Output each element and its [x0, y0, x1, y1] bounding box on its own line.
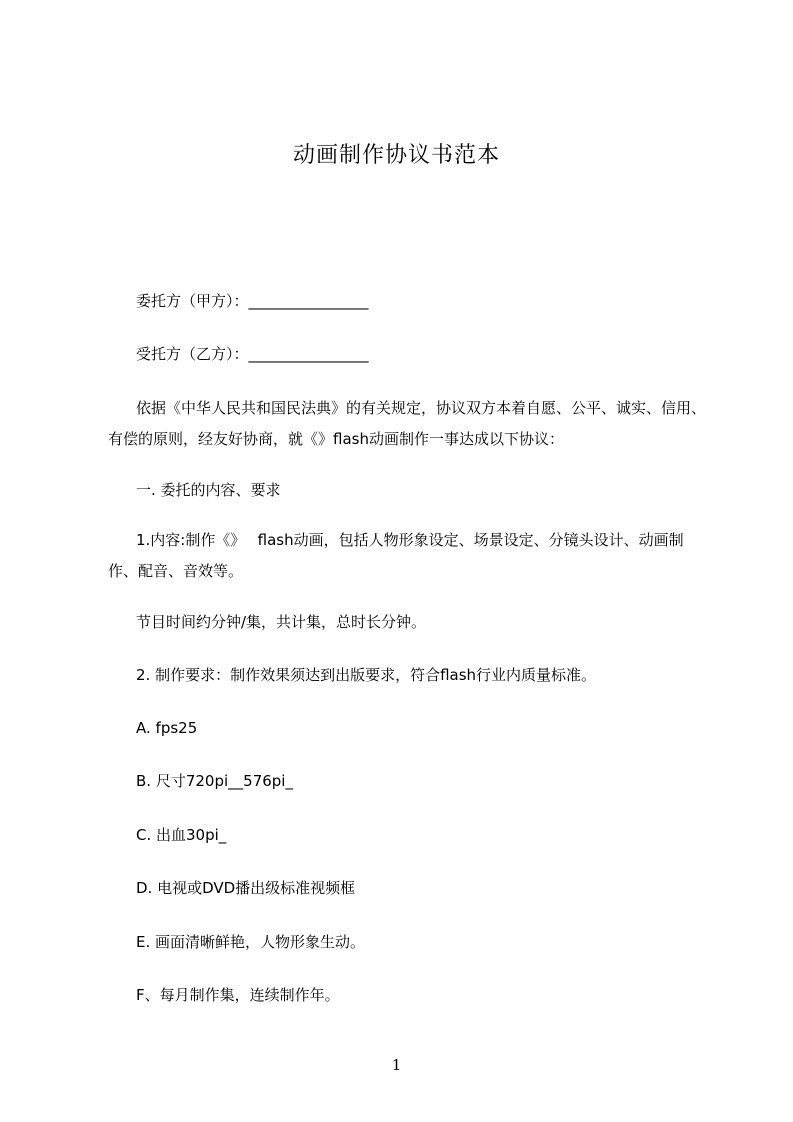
requirement-f: F、每月制作集，连续制作年。: [136, 986, 340, 1004]
page-number: 1: [391, 1056, 402, 1074]
requirement-b: B. 尺寸720pi__576pi_: [136, 772, 293, 790]
content-item-2: 2. 制作要求：制作效果须达到出版要求，符合flash行业内质量标准。: [136, 666, 597, 684]
program-time-line: 节目时间约分钟/集，共计集，总时长分钟。: [136, 613, 427, 631]
party-b-line: 受托方（乙方）：________________: [136, 345, 369, 363]
section1-heading: 一. 委托的内容、要求: [136, 481, 281, 499]
requirement-c: C. 出血30pi_: [136, 826, 227, 844]
requirement-e: E. 画面清晰鲜艳，人物形象生动。: [136, 933, 366, 951]
party-a-line: 委托方（甲方）：________________: [136, 292, 369, 310]
intro-paragraph: 依据《中华人民共和国民法典》的有关规定，协议双方本着自愿、公平、诚实、信用、有偿的原则，经友好协商，就《》flash动画制作一事达成以下协议：: [108, 399, 707, 448]
content-item-1: 1.内容:制作《》 flash动画，包括人物形象设定、场景设定、分镜头设计、动画制作、配音、音效等。: [108, 531, 684, 580]
requirement-d: D. 电视或DVD播出级标准视频框: [136, 879, 356, 897]
document-title: 动画制作协议书范本: [292, 143, 500, 168]
requirement-a: A. fps25: [136, 719, 198, 737]
